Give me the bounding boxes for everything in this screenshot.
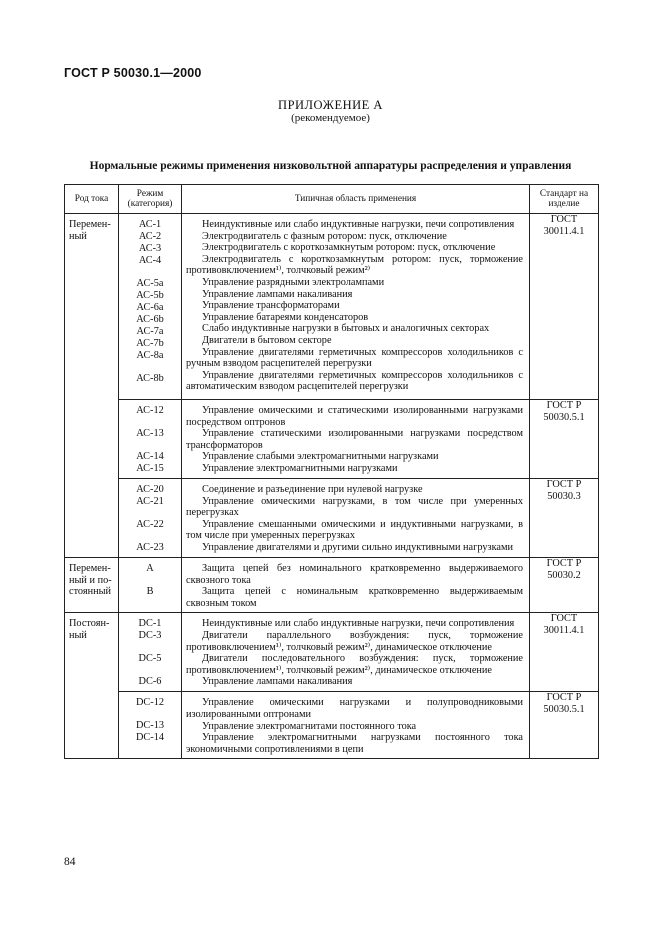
application-item (186, 653, 523, 676)
current-kind-cell (65, 613, 119, 759)
application-cell (182, 400, 530, 479)
application-cell (182, 479, 530, 558)
application-text: Электродвигатель с короткозамкнутым ротором: пуск, отключение (202, 242, 496, 254)
current-kind-text: Постоян- ный (69, 618, 110, 641)
application-item (186, 519, 523, 542)
application-text: Управление разрядными электролампами (202, 276, 385, 288)
application-item (186, 242, 523, 254)
standard-title: ГОСТ Р 50030.1—2000 (64, 66, 202, 80)
application-item (186, 618, 523, 630)
mode-code: АС-12 (136, 405, 164, 416)
application-item (186, 428, 523, 451)
mode-code: АС-8b (136, 373, 164, 384)
application-text: Управление статическими изолированными нагрузками посредством трансформаторов (186, 428, 523, 451)
mode-code: АС-22 (136, 519, 164, 530)
application-text: Управление омическими нагрузками и полупроводниковыми изолированными оптронами (186, 697, 523, 720)
application-text: Управление слабыми электромагнитными нагрузками (202, 451, 439, 463)
mode-code: АС-7b (136, 338, 164, 349)
application-text: Управление двигателями герметичных компрессоров холодильников с ручным взводом расцепителей перегрузки (186, 346, 523, 370)
application-text: Неиндуктивные или слабо индуктивные нагрузки, печи сопротивления (202, 219, 515, 230)
table-row (65, 479, 599, 558)
mode-code: DC-5 (138, 653, 162, 665)
application-item (186, 231, 523, 243)
mode-code: АС-20 (136, 484, 164, 495)
mode-codes-cell (119, 400, 182, 479)
application-item (186, 496, 523, 519)
application-text: Управление двигателями и другими сильно индуктивными нагрузками (202, 541, 514, 553)
mode-code: АС-6а (136, 302, 164, 313)
application-text: Электродвигатель с короткозамкнутым ротором: пуск, торможение противовключением¹⁾, толчковый режим²⁾ (186, 253, 523, 277)
application-item (186, 219, 523, 231)
application-text: Электродвигатель с фазным ротором: пуск, отключение (202, 230, 447, 242)
application-text: Управление электромагнитами постоянного тока (202, 720, 417, 732)
mode-code: АС-14 (136, 451, 164, 462)
mode-codes-cell (119, 613, 182, 692)
mode-code: АС-2 (138, 231, 162, 242)
table-header-row (65, 185, 599, 214)
application-cell (182, 214, 530, 400)
mode-code: АС-5а (136, 278, 164, 289)
standard-header-text: Стандарт на изделие (539, 188, 589, 209)
mode-code: DC-14 (135, 732, 165, 744)
standard-text: ГОСТ Р 50030.2 (546, 558, 582, 581)
application-item (186, 586, 523, 609)
application-item (186, 630, 523, 653)
mode-code: АС-5b (136, 290, 164, 301)
mode-codes-cell (119, 214, 182, 400)
current-kind-text: Перемен- ный (69, 219, 111, 242)
application-item (186, 463, 523, 475)
application-item (186, 484, 523, 496)
application-text: Двигатели параллельного возбуждения: пуск, торможение противовключением¹⁾, толчковый режим²⁾, динамическое отключение (186, 629, 523, 653)
application-text: Соединение и разъединение при нулевой нагрузке (202, 484, 423, 495)
application-text: Управление лампами накаливания (202, 288, 353, 300)
table-row (65, 692, 599, 759)
application-item (186, 323, 523, 335)
application-item (186, 300, 523, 312)
table-row (65, 613, 599, 692)
standard-cell (530, 400, 599, 479)
mode-code: B (146, 586, 154, 597)
standard-text: ГОСТ 30011.4.1 (543, 613, 585, 636)
application-item (186, 721, 523, 733)
application-text: Двигатели последовательного возбуждения: пуск, торможение противовключением¹⁾, толчковый режим²⁾, динамическое отключение (186, 653, 523, 676)
application-cell (182, 613, 530, 692)
table-row (65, 558, 599, 613)
standard-cell (530, 613, 599, 692)
table-row (65, 214, 599, 400)
application-text: Управление электромагнитными нагрузками постоянного тока экономичными сопротивлениями в цепи (186, 732, 523, 755)
mode-code: DC-12 (135, 697, 165, 709)
application-item (186, 451, 523, 463)
application-item (186, 312, 523, 324)
current-kind-cell (65, 214, 119, 558)
table-body (65, 214, 599, 759)
application-item (186, 563, 523, 586)
application-item (186, 335, 523, 347)
application-text: Защита цепей с номинальным кратковременно выдерживаемым сквозным током (186, 586, 523, 609)
mode-code: АС-4 (138, 255, 162, 266)
mode-code: A (146, 563, 154, 574)
application-text: Защита цепей без номинального кратковременно выдерживаемого сквозного тока (186, 563, 523, 586)
standard-text: ГОСТ Р 50030.3 (546, 479, 582, 502)
column-header-mode (119, 185, 182, 214)
mode-code: АС-13 (136, 428, 164, 439)
table-row (65, 400, 599, 479)
application-cell (182, 692, 530, 759)
application-text: Управление двигателями герметичных компрессоров холодильников с автоматическим взводом расцепителей перегрузки (186, 369, 523, 393)
application-item (186, 254, 523, 277)
application-item (186, 347, 523, 370)
mode-codes-cell (119, 692, 182, 759)
column-header-standard (530, 185, 599, 214)
application-text: Управление электромагнитными нагрузками (202, 462, 398, 474)
mode-header-text: Режим (категория) (127, 188, 173, 209)
application-text: Управление батареями конденсаторов (202, 311, 369, 323)
application-item (186, 676, 523, 688)
standard-cell (530, 214, 599, 400)
application-text: Управление трансформаторами (202, 300, 340, 312)
page-number: 84 (64, 856, 76, 868)
mode-code: АС-8а (136, 350, 164, 361)
mode-code: DC-3 (138, 630, 162, 642)
standard-text: ГОСТ Р 50030.5.1 (543, 400, 585, 423)
mode-code: DC-6 (138, 676, 162, 688)
mode-code: АС-21 (136, 496, 164, 507)
standard-cell (530, 692, 599, 759)
standard-text: ГОСТ Р 50030.5.1 (543, 692, 585, 715)
application-item (186, 732, 523, 755)
mode-codes-cell (119, 558, 182, 613)
application-text: Двигатели в бытовом секторе (202, 334, 332, 346)
mode-code: АС-1 (138, 219, 162, 230)
mode-code: АС-7а (136, 326, 164, 337)
mode-code: АС-3 (138, 243, 162, 254)
mode-code: АС-6b (136, 314, 164, 325)
column-header-current-kind: Род тока (65, 185, 119, 214)
column-header-application: Типичная область применения (182, 185, 530, 214)
application-item (186, 289, 523, 301)
mode-codes-cell (119, 479, 182, 558)
application-item (186, 542, 523, 554)
application-cell (182, 558, 530, 613)
appendix-note: (рекомендуемое) (291, 112, 370, 124)
standard-cell (530, 479, 599, 558)
application-item (186, 697, 523, 720)
mode-code: АС-23 (136, 542, 164, 553)
application-text: Слабо индуктивные нагрузки в бытовых и аналогичных секторах (202, 323, 490, 335)
mode-code: DC-1 (138, 618, 162, 630)
application-item (186, 277, 523, 289)
application-item (186, 405, 523, 428)
application-text: Управление смешанными омическими и индуктивными нагрузками, в том числе при умеренных перегрузках (186, 518, 523, 542)
current-kind-text: Перемен- ный и по- стоянный (69, 563, 112, 598)
standard-cell (530, 558, 599, 613)
appendix-title: ПРИЛОЖЕНИЕ А (278, 98, 383, 112)
application-text: Управление омическими и статическими изолированными нагрузками посредством оптронов (186, 405, 523, 428)
application-text: Управление лампами накаливания (202, 676, 353, 688)
application-text: Управление омическими нагрузками, в том числе при умеренных перегрузках (186, 495, 523, 519)
application-item (186, 370, 523, 393)
application-text: Неиндуктивные или слабо индуктивные нагрузки, печи сопротивления (202, 618, 515, 630)
standard-text: ГОСТ 30011.4.1 (543, 214, 585, 237)
current-kind-cell (65, 558, 119, 613)
mode-code: DC-13 (135, 720, 165, 732)
table-heading: Нормальные режимы применения низковольтной аппаратуры распределения и управления (89, 160, 572, 172)
modes-table (64, 184, 599, 759)
mode-code: АС-15 (136, 463, 164, 474)
